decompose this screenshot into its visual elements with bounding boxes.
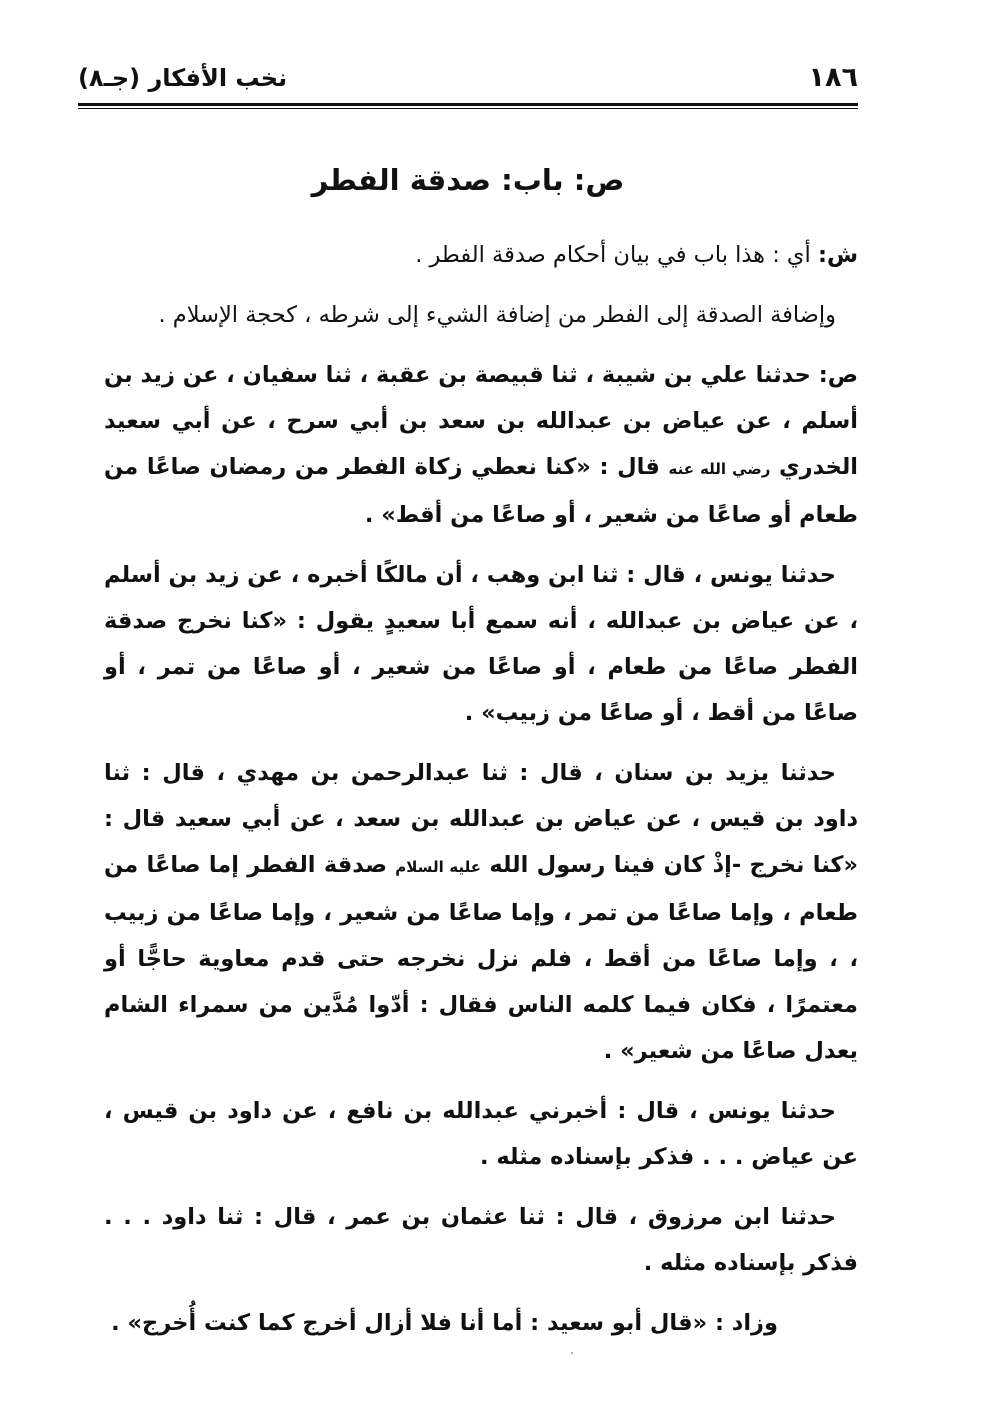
paragraph-8 bbox=[104, 1300, 858, 1346]
paragraph-lead: ش: bbox=[817, 242, 858, 268]
honorific-glyph: عليه السلام bbox=[395, 858, 482, 876]
running-title: نخب الأفكار (جـ٨) bbox=[78, 64, 288, 92]
honorific-glyph: رضي الله عنه bbox=[668, 460, 771, 478]
paragraph-text-after: صدقة الفطر إما صاعًا من طعام ، وإما صاعًا من تمر ، وإما صاعًا من شعير ، وإما صاعًا من زبيب ، ، وإما صاعًا من أقط ، فلم نزل نخرجه حتى قدم معاوية حاجًّا أو معتمرًا ، فكان فيما كلمه الناس فقال : أدّوا مُدَّين من سمراء الشام يعدل صاعًا من شعير» . bbox=[104, 852, 858, 1064]
paragraph-2 bbox=[104, 292, 858, 338]
paragraph-5 bbox=[104, 750, 858, 1074]
paragraph-7 bbox=[104, 1194, 858, 1286]
paragraph-text: حدثنا يونس ، قال : ثنا ابن وهب ، أن مالكًا أخبره ، عن زيد بن أسلم ، عن عياض بن عبدالله ، أنه سمع أبا سعيدٍ يقول : «كنا نخرج صدقة الفطر صاعًا من طعام ، أو صاعًا من شعير ، أو صاعًا من تمر ، أو صاعًا من أقط ، أو صاعًا من زبيب» . bbox=[104, 562, 858, 726]
paragraph-1 bbox=[104, 232, 858, 278]
paragraph-3 bbox=[104, 352, 858, 538]
paragraph-text: حدثنا ابن مرزوق ، قال : ثنا عثمان بن عمر ، قال : ثنا داود . . . فذكر بإسناده مثله . bbox=[104, 1204, 858, 1276]
page-speck bbox=[571, 1352, 573, 1354]
paragraph-text: حدثنا علي بن شيبة ، ثنا قبيصة بن عقبة ، ثنا سفيان ، عن زيد بن أسلم ، عن عياض بن عبدالله بن سعد بن أبي سرح ، عن أبي سعيد الخدري bbox=[104, 362, 858, 480]
chapter-title: ص: باب: صدقة الفطر bbox=[311, 163, 625, 197]
header-rule-thin bbox=[78, 108, 858, 109]
paragraph-lead: ص: bbox=[818, 362, 858, 388]
paragraph-text: أي : هذا باب في بيان أحكام صدقة الفطر . bbox=[415, 242, 818, 268]
page-number: ١٨٦ bbox=[808, 62, 858, 93]
paragraph-text: حدثنا يونس ، قال : أخبرني عبدالله بن نافع ، عن داود بن قيس ، عن عياض . . . فذكر بإسناده مثله . bbox=[104, 1098, 858, 1170]
header-rule-thick bbox=[78, 103, 858, 106]
paragraph-text-after: قال : «كنا نعطي زكاة الفطر من رمضان صاعًا من طعام أو صاعًا من شعير ، أو صاعًا من أقط» . bbox=[104, 454, 858, 528]
paragraph-4 bbox=[104, 552, 858, 736]
paragraph-text: وزاد : «قال أبو سعيد : أما أنا فلا أزال أخرج كما كنت أُخرج» . bbox=[111, 1310, 778, 1336]
paragraph-text: حدثنا يزيد بن سنان ، قال : ثنا عبدالرحمن بن مهدي ، قال : ثنا داود بن قيس ، عن عياض بن عبدالله بن سعد ، عن أبي سعيد قال : «كنا نخرج -إذْ كان فينا رسول الله bbox=[104, 760, 859, 878]
body-text bbox=[104, 232, 858, 1360]
paragraph-6 bbox=[104, 1088, 858, 1180]
page-header bbox=[78, 62, 858, 102]
paragraph-text: وإضافة الصدقة إلى الفطر من إضافة الشيء إلى شرطه ، كحجة الإسلام . bbox=[158, 302, 836, 328]
